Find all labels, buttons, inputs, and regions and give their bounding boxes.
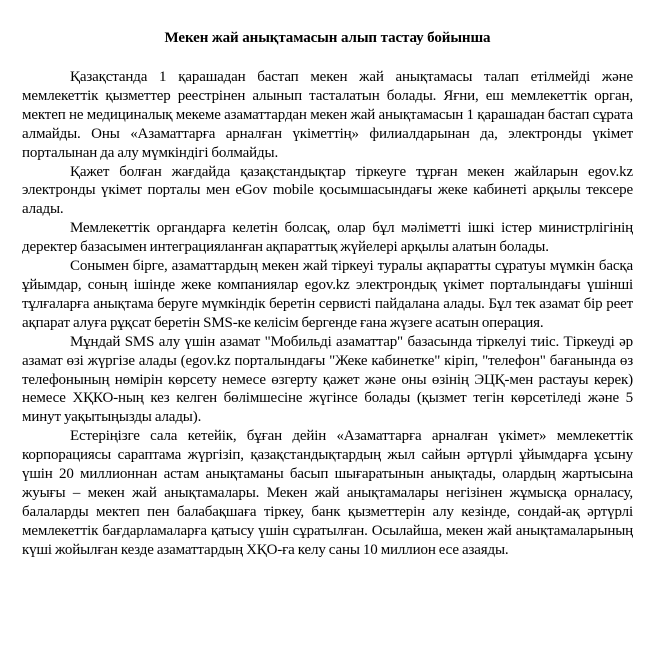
paragraph: Сонымен бірге, азаматтардың мекен жай тіркеуі туралы ақпаратты сұратуы мүмкін басқа ұйымдар, соның ішінде жеке компаниялар egov.kz электрондық үкімет порталындағы үшінші тұлғаларға анықтама беруге мүмкіндік беретін сервисті пайдалана алады. Бұл тек азамат бір реет ақпарат алуға рұқсат беретін SMS-ке келісім бергенде ғана жүзеге асатын операция.: [22, 258, 633, 331]
document-title: Мекен жай анықтамасын алып тастау бойынша: [164, 30, 491, 46]
document-body: [22, 68, 633, 560]
paragraph: Мұндай SMS алу үшін азамат "Мобильді азаматтар" базасында тіркелуі тиіс. Тіркеуді әр азамат өзі жүргізе алады (egov.kz порталындағы "Жеке кабинетке" кіріп, "телефон" бағанында өз телефонының нөмірін көрсету немесе өзгерту қажет және оны өзінің ЭЦҚ-мен растауы керек) немесе ХҚКО-ның кез келген бөлімшесіне жүгінсе болады (қызмет тегін көрсетіледі және 5 минут уақытыңызды алады).: [22, 333, 633, 426]
paragraph: Қазақстанда 1 қарашадан бастап мекен жай анықтамасы талап етілмейді және мемлекеттік қызметтер реестрінен алынып тасталатын болады. Яғни, еш мемлекеттік орган, мектеп не медициналық мекеме азаматтардан мекен жай анықтамасын 1 қарашадан бастап сұрата алмайды. Оны «Азаматтарға арналған үкіметтің» филиалдарынан да, электронды үкімет порталынан да алу мүмкіндігі болмайды.: [22, 69, 633, 161]
paragraph: Естеріңізге сала кетейік, бұған дейін «Азаматтарға арналған үкімет» мемлекеттік корпорациясы сараптама жүргізіп, қазақстандықтардың жыл сайын әртүрлі ұйымдарға ұсыну үшін 20 миллионнан астам анықтаманы басып шығаратынын анықтады, олардың жартысына жуығы – мекен жай анықтамалары. Мекен жай анықтамалары негізінен жұмысқа орналасу, балаларды мектеп пен балабақшаға тіркеу, банк қызметтерін алу кезінде, сондай-ақ әртүрлі мемлекеттік бағдарламаларға қатысу үшін сұратылған. Осылайша, мекен жай анықтамаларының күші жойылған кезде азаматтардың ХҚО-ға келу саны 10 миллион есе азаяды.: [22, 428, 633, 558]
paragraph: Мемлекеттік органдарға келетін болсақ, олар бұл мәліметті ішкі істер министрлігінің деректер базасымен интеграцияланған ақпараттық жүйелері арқылы алатын болады.: [22, 220, 633, 256]
paragraph: Қажет болған жағдайда қазақстандықтар тіркеуге тұрған мекен жайларын egov.kz электронды үкімет порталы мен eGov mobile қосымшасындағы жеке кабинеті арқылы тексере алады.: [22, 163, 633, 218]
